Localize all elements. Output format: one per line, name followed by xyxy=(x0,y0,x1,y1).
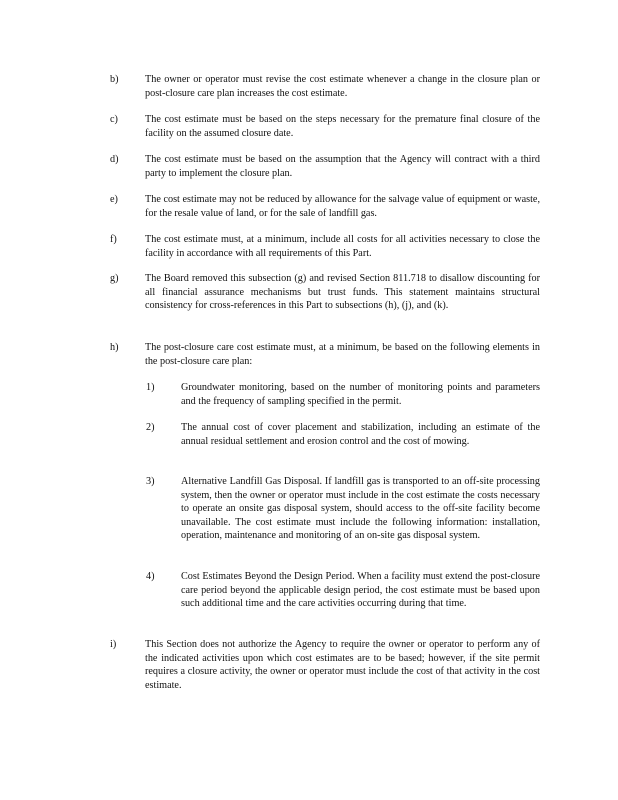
subsection-text: The cost estimate must, at a minimum, include all costs for all activities necessary to close the facility in accordance with all requirements of this Part. xyxy=(145,234,540,259)
subsection-text: Cost Estimates Beyond the Design Period. When a facility must extend the post-closure care period beyond the applicable design period, the cost estimate must be based upon such additional time and the care activities occurring during that time. xyxy=(181,571,540,610)
subsection-label: 1) xyxy=(146,382,155,393)
subsection-text: The cost estimate must be based on the steps necessary for the premature final closure of the facility on the assumed closure date. xyxy=(145,114,540,139)
subsection-label: 2) xyxy=(146,422,155,433)
subsection-text: The cost estimate may not be reduced by allowance for the salvage value of equipment or waste, for the resale value of land, or for the sale of landfill gas. xyxy=(145,194,540,219)
subsection-text: The cost estimate must be based on the assumption that the Agency will contract with a third party to implement the closure plan. xyxy=(145,154,540,179)
subsection-label: c) xyxy=(110,114,118,125)
subsection-label: b) xyxy=(110,74,119,85)
subsection-label: e) xyxy=(110,194,118,205)
subsection-label: d) xyxy=(110,154,119,165)
subsection-label: g) xyxy=(110,273,119,284)
subsection-text: The annual cost of cover placement and stabilization, including an estimate of the annual residual settlement and erosion control and the cost of mowing. xyxy=(181,422,540,447)
subsection-label: h) xyxy=(110,342,119,353)
subsection-label: 3) xyxy=(146,476,155,487)
subsection-label: f) xyxy=(110,234,117,245)
subsection-text: The owner or operator must revise the cost estimate whenever a change in the closure plan or post-closure care plan increases the cost estimate. xyxy=(145,74,540,99)
subsection-text: The post-closure care cost estimate must, at a minimum, be based on the following elements in the post-closure care plan: xyxy=(145,342,540,367)
subsection-text: This Section does not authorize the Agency to require the owner or operator to perform any of the indicated activities upon which cost estimates are to be based; however, if the site permit requires a closure activity, the owner or operator must include the cost of that activity in the cost estimate. xyxy=(145,639,540,691)
subsection-text: Alternative Landfill Gas Disposal. If landfill gas is transported to an off-site processing system, then the owner or operator must include in the cost estimate the costs necessary to operate an onsite gas disposal system, should access to the off-site facility become unavailable. The cost estimate must include the following information: installation, operation, maintenance and monitoring of an on-site gas disposal system. xyxy=(181,476,540,542)
subsection-label: i) xyxy=(110,639,117,650)
subsection-text: Groundwater monitoring, based on the number of monitoring points and parameters and the frequency of sampling specified in the permit. xyxy=(181,382,540,407)
subsection-label: 4) xyxy=(146,571,155,582)
subsection-text: The Board removed this subsection (g) and revised Section 811.718 to disallow discounting for all financial assurance mechanisms but trust funds. This statement maintains structural consistency for cross-references in this Part to subsections (h), (j), and (k). xyxy=(145,273,540,312)
